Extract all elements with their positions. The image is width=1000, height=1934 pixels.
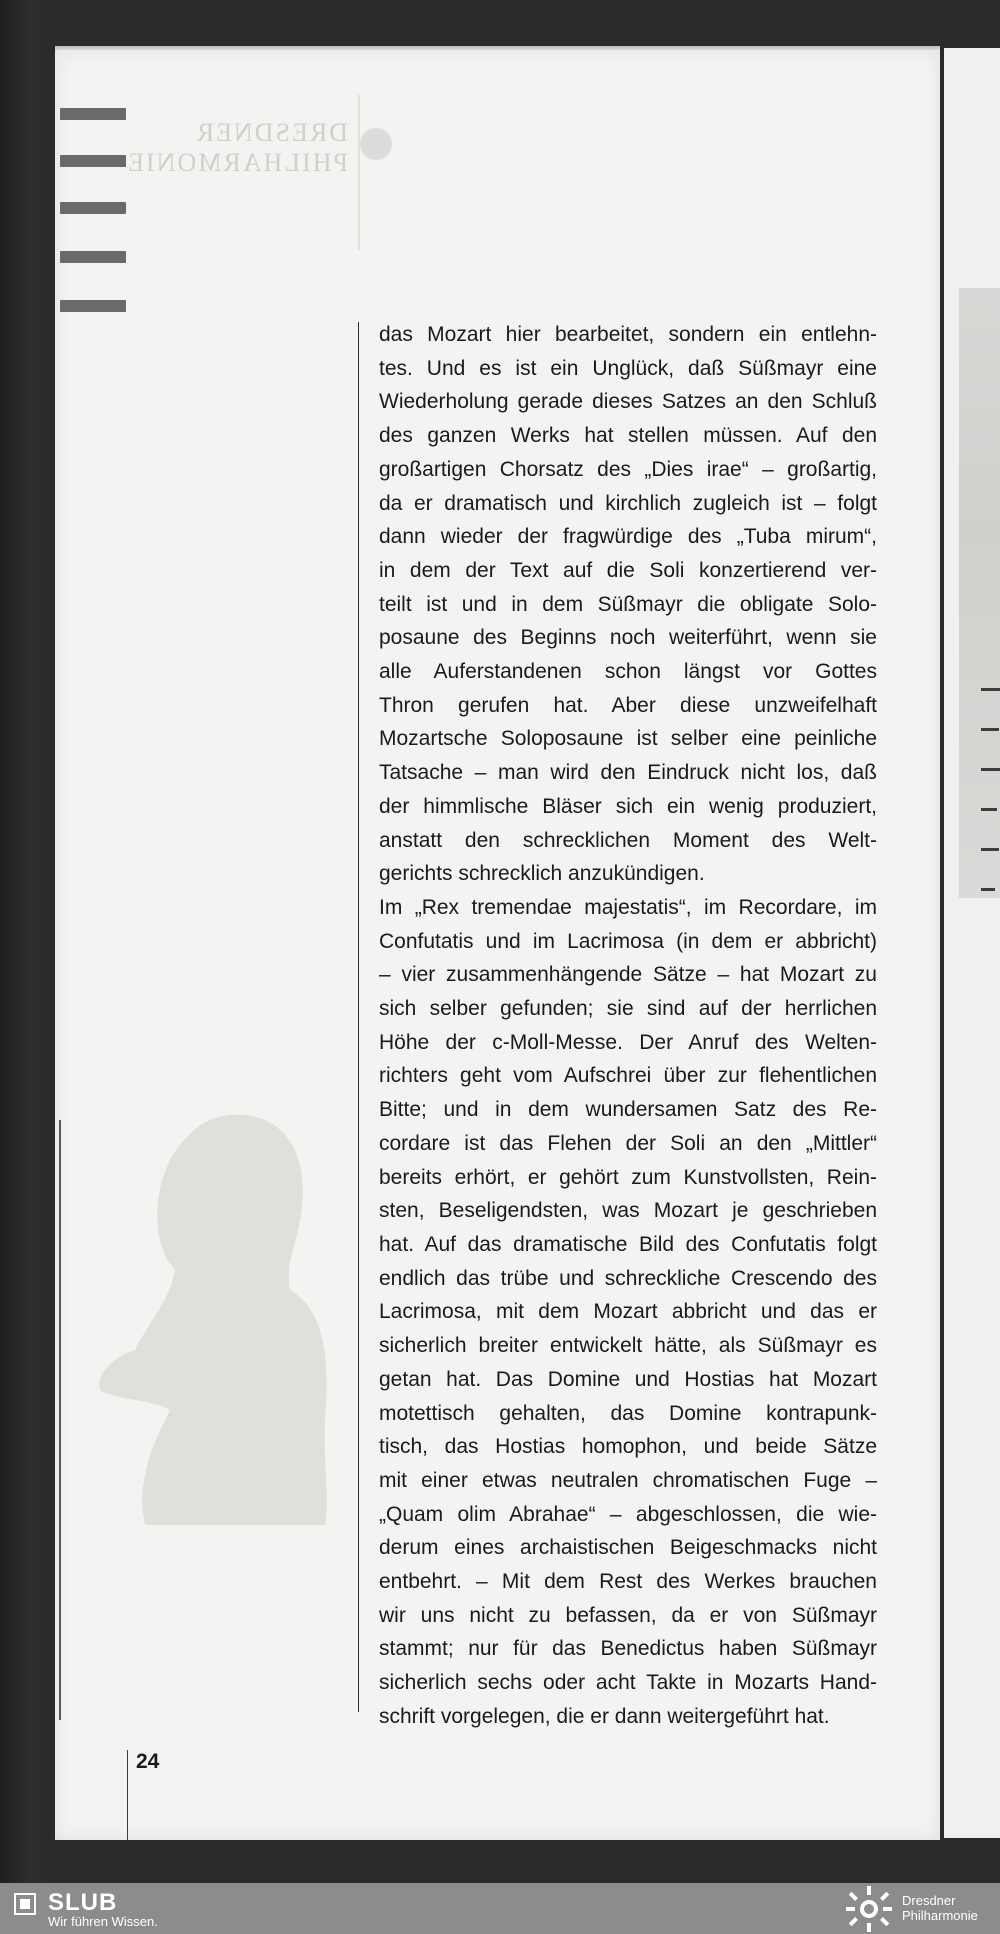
body-line: entbehrt. – Mit dem Rest des Werkes brauchen bbox=[379, 1570, 877, 1594]
body-line: wir uns nicht zu befassen, da er von Süßmayr bbox=[379, 1603, 877, 1627]
library-name: SLUB bbox=[48, 1889, 118, 1916]
logo-line-1: DRESDNER bbox=[194, 118, 348, 147]
body-line: sicherlich breiter entwickelt hätte, als Süßmayr es bbox=[379, 1334, 877, 1358]
body-line: mit einer etwas neutralen chromatischen Fuge – bbox=[379, 1468, 877, 1492]
body-line: sten, Beseligendsten, was Mozart je geschrieben bbox=[379, 1199, 877, 1223]
index-tab bbox=[60, 300, 126, 312]
body-line: schrift vorgelegen, die er dann weitergeführt hat. bbox=[379, 1704, 830, 1728]
folio-rule bbox=[127, 1750, 128, 1840]
body-line: dann wieder der fragwürdige des „Tuba mirum“, bbox=[379, 525, 877, 549]
body-line: das Mozart hier bearbeitet, sondern ein entlehn- bbox=[379, 323, 877, 346]
logo-rule bbox=[358, 95, 360, 250]
body-line: Tatsache – man wird den Eindruck nicht los, daß bbox=[379, 761, 877, 785]
body-line: sicherlich sechs oder acht Takte in Mozarts Hand- bbox=[379, 1671, 877, 1695]
script-mark bbox=[981, 728, 999, 731]
index-tab bbox=[60, 202, 126, 214]
body-line: derum eines archaistischen Beigeschmacks nicht bbox=[379, 1536, 877, 1560]
next-page-image bbox=[959, 288, 1000, 898]
body-line: „Quam olim Abrahae“ – abgeschlossen, die wie- bbox=[379, 1502, 877, 1526]
body-line: sich selber gefunden; sie sind auf der herrlichen bbox=[379, 997, 877, 1021]
index-tab bbox=[60, 108, 126, 120]
logo-line-2: PHILHARMONIE bbox=[126, 148, 348, 177]
body-line: tisch, das Hostias homophon, und beide Sätze bbox=[379, 1435, 877, 1459]
partner-name bbox=[902, 1893, 978, 1923]
body-line: getan hat. Das Domine und Hostias hat Mozart bbox=[379, 1367, 877, 1391]
page-edge-line bbox=[59, 1120, 61, 1720]
index-tab bbox=[60, 155, 126, 167]
logo-orb-icon bbox=[360, 128, 392, 160]
partner-name-line-1: Dresdner bbox=[902, 1893, 956, 1908]
body-line: des ganzen Werks hat stellen müssen. Auf den bbox=[379, 424, 877, 448]
body-line: – vier zusammenhängende Sätze – hat Mozart zu bbox=[379, 963, 877, 987]
body-line: Bitte; und in dem wundersamen Satz des Re- bbox=[379, 1098, 877, 1122]
body-line: posaune des Beginns noch weiterführt, wenn sie bbox=[379, 626, 877, 650]
script-mark bbox=[981, 808, 997, 811]
body-line: endlich das trübe und schreckliche Crescendo des bbox=[379, 1266, 877, 1290]
index-tab bbox=[60, 251, 126, 263]
script-mark bbox=[981, 688, 1000, 691]
body-line: da er dramatisch und kirchlich zugleich ist – folgt bbox=[379, 491, 877, 515]
page-number: 24 bbox=[136, 1750, 160, 1773]
body-text bbox=[379, 318, 877, 1734]
body-line: bereits erhört, er gehört zum Kunstvollsten, Rein- bbox=[379, 1165, 877, 1189]
bleed-through-sidebar bbox=[100, 330, 340, 331]
body-line: großartigen Chorsatz des „Dies irae“ – großartig, bbox=[379, 457, 877, 481]
column-divider bbox=[358, 322, 359, 1712]
script-mark bbox=[981, 848, 999, 851]
script-mark bbox=[981, 768, 1000, 771]
body-line: hat. Auf das dramatische Bild des Confutatis folgt bbox=[379, 1232, 877, 1256]
script-mark bbox=[981, 888, 995, 891]
body-line: alle Auferstandenen schon längst vor Gottes bbox=[379, 660, 877, 684]
philharmonie-logo-icon bbox=[842, 1886, 896, 1932]
body-line: Höhe der c-Moll-Messe. Der Anruf des Welten- bbox=[379, 1030, 877, 1054]
slub-logo-icon bbox=[14, 1893, 36, 1915]
partner-name-line-2: Philharmonie bbox=[902, 1908, 978, 1923]
body-line: richters geht vom Aufschrei über zur flehentlichen bbox=[379, 1064, 877, 1088]
body-line: Wiederholung gerade dieses Satzes an den Schluß bbox=[379, 390, 877, 414]
body-line: teilt ist und in dem Süßmayr die obligate Solo- bbox=[379, 592, 877, 616]
body-line: Im „Rex tremendae majestatis“, im Recordare, im bbox=[379, 895, 877, 919]
footer-bar bbox=[0, 1883, 1000, 1934]
body-line: cordare ist das Flehen der Soli an den „Mittler“ bbox=[379, 1131, 877, 1155]
body-line: tes. Und es ist ein Unglück, daß Süßmayr eine bbox=[379, 356, 877, 380]
body-line: Confutatis und im Lacrimosa (in dem er abbricht) bbox=[379, 929, 877, 953]
body-line: anstatt den schrecklichen Moment des Welt- bbox=[379, 828, 877, 852]
body-line: der himmlische Bläser sich ein wenig produziert, bbox=[379, 794, 877, 818]
body-line: Mozartsche Soloposaune ist selber eine peinliche bbox=[379, 727, 877, 751]
body-line: Lacrimosa, mit dem Mozart abbricht und das er bbox=[379, 1300, 877, 1324]
body-line: gerichts schrecklich anzukündigen. bbox=[379, 862, 705, 886]
body-line: Thron gerufen hat. Aber diese unzweifelhaft bbox=[379, 693, 877, 717]
body-line: motettisch gehalten, das Domine kontrapunk- bbox=[379, 1401, 877, 1425]
next-page-edge bbox=[944, 48, 1000, 1838]
library-tagline: Wir führen Wissen. bbox=[48, 1914, 158, 1929]
bleed-through-portrait bbox=[95, 1100, 335, 1530]
body-line: stammt; nur für das Benedictus haben Süßmayr bbox=[379, 1637, 877, 1661]
body-line: in dem der Text auf die Soli konzertierend ver- bbox=[379, 558, 877, 582]
